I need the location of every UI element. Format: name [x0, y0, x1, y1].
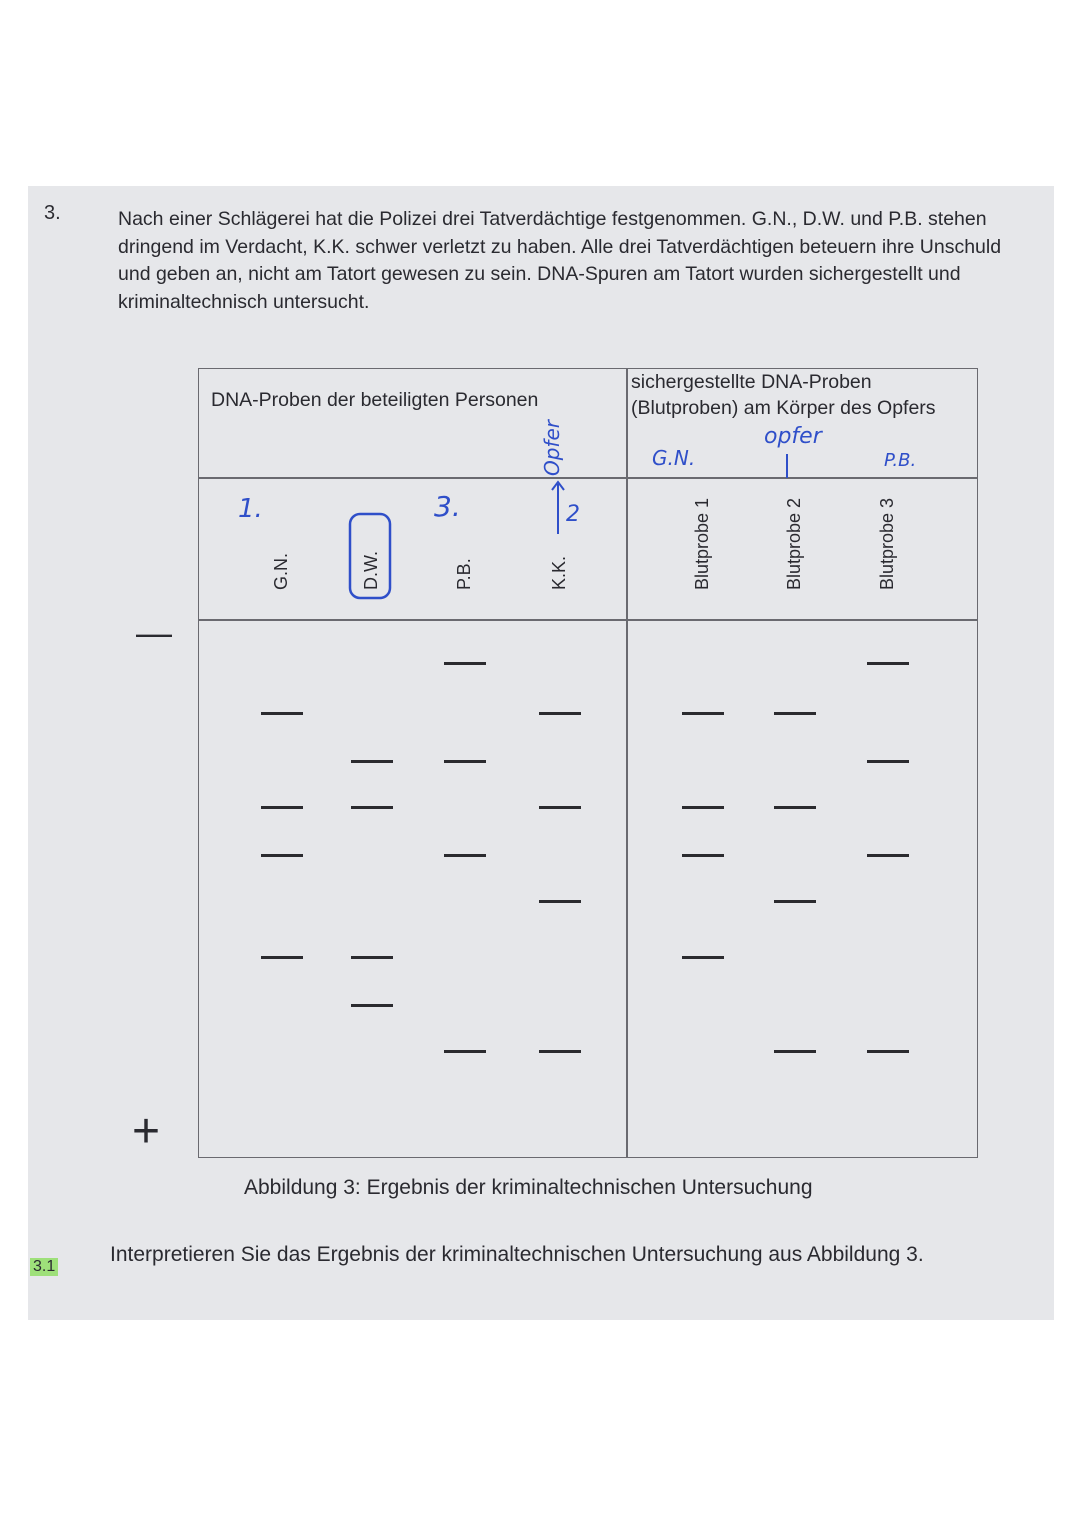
dna-band — [444, 662, 486, 665]
dna-band — [682, 854, 724, 857]
handwritten-note-bp3: P.B. — [884, 450, 917, 471]
dna-band — [261, 712, 303, 715]
positive-pole-label: + — [132, 1105, 161, 1158]
handwritten-number-gn: 1. — [238, 494, 263, 524]
subtask-question: Interpretieren Sie das Ergebnis der kriminaltechnischen Untersuchung aus Abbildung 3. — [110, 1243, 924, 1266]
dna-band — [351, 760, 393, 763]
dna-band — [539, 1050, 581, 1053]
dna-band — [539, 900, 581, 903]
column-divider — [626, 369, 628, 1157]
dna-band — [867, 760, 909, 763]
dna-band — [539, 806, 581, 809]
dna-band — [444, 854, 486, 857]
task-intro-text: Nach einer Schlägerei hat die Polizei drei Tatverdächtige festgenommen. G.N., D.W. und P.B. stehen dringend im Verdacht, K.K. schwer verletzt zu haben. Alle drei Tatverdächtigen beteuern ihre Unschuld und geben an, nicht am Tatort gewesen zu sein. DNA-Spuren am Tatort wurden sichergestellt und kriminaltechnisch untersucht. — [118, 208, 1002, 313]
lane-label: Blutprobe 2 — [784, 497, 804, 590]
dna-band — [351, 1004, 393, 1007]
subtask-number: 3.1 — [30, 1258, 58, 1276]
handwritten-tick — [782, 452, 792, 480]
dna-band — [774, 900, 816, 903]
lane-label: G.N. — [271, 552, 291, 590]
lane-label: K.K. — [549, 555, 569, 590]
dna-band — [774, 806, 816, 809]
dna-band — [867, 662, 909, 665]
handwritten-note-bp1: G.N. — [652, 446, 696, 470]
handwritten-note-bp2: opfer — [764, 424, 822, 449]
dna-band — [351, 956, 393, 959]
dna-band — [867, 1050, 909, 1053]
handwritten-number-kk: 2 — [566, 502, 580, 527]
dna-band — [682, 712, 724, 715]
dna-band — [867, 854, 909, 857]
right-column-header: sichergestellte DNA-Proben (Blutproben) am Körper des Opfers — [631, 371, 936, 419]
dna-band — [261, 956, 303, 959]
task-number: 3. — [44, 202, 61, 224]
dna-band — [444, 1050, 486, 1053]
dna-band — [539, 712, 581, 715]
dna-band — [774, 1050, 816, 1053]
dna-band — [351, 806, 393, 809]
dna-band — [682, 956, 724, 959]
handwritten-number-pb: 3. — [434, 490, 461, 523]
header-divider — [199, 477, 977, 479]
lane-label: P.B. — [454, 558, 474, 590]
handwritten-note-victim: Opfer — [540, 419, 564, 476]
handwritten-arrow — [548, 478, 568, 538]
negative-pole-label: — — [136, 612, 172, 653]
dna-band — [444, 760, 486, 763]
dna-band — [261, 854, 303, 857]
label-divider — [199, 619, 977, 621]
dna-band — [774, 712, 816, 715]
lane-label: D.W. — [361, 551, 381, 590]
left-column-header: DNA-Proben der beteiligten Personen — [211, 389, 539, 411]
lane-label: Blutprobe 1 — [692, 497, 712, 590]
gel-electrophoresis-figure — [198, 368, 978, 1158]
lane-label: Blutprobe 3 — [877, 497, 897, 590]
dna-band — [261, 806, 303, 809]
figure-caption: Abbildung 3: Ergebnis der kriminaltechnischen Untersuchung — [244, 1176, 813, 1199]
dna-band — [682, 806, 724, 809]
dw-circle-mark — [348, 512, 392, 600]
